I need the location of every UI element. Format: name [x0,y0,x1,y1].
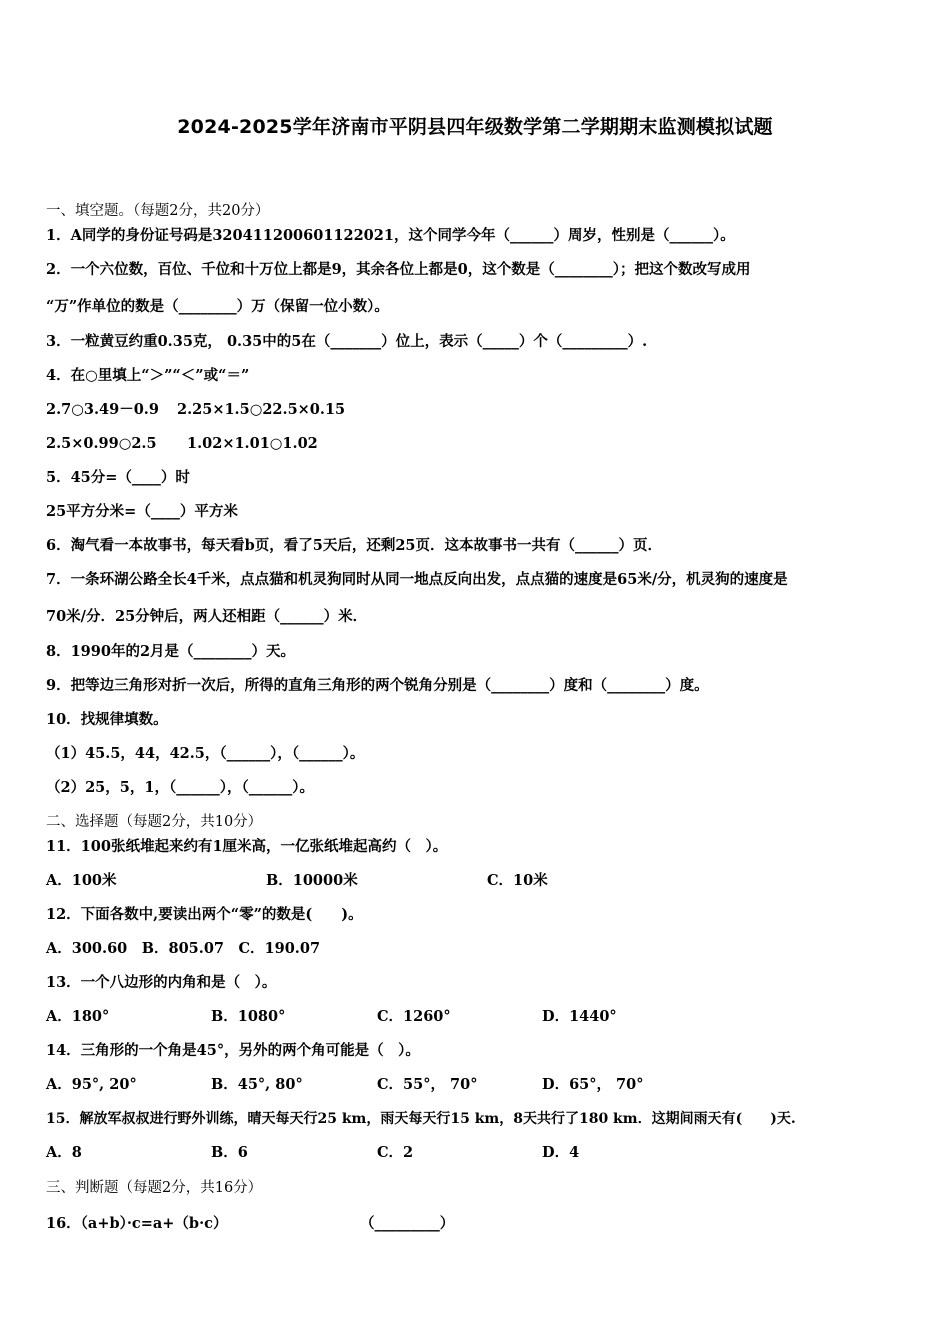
question-13-options [46,1007,896,1027]
option-a: A．95°, 20° [46,1076,137,1093]
question-10-part-2: （2）25，5，1，（______），（______）。 [46,779,314,796]
question-3: 3．一粒黄豆约重0.35克， 0.35中的5在（_______）位上，表示（_____）个（_________）. [46,333,648,350]
question-13: 13．一个八边形的内角和是（ ）。 [46,974,277,991]
option-c: C．1260° [377,1008,451,1025]
question-12-options: A．300.60 B．805.07 C．190.07 [46,940,321,957]
question-16-text: 16．（a+b）·c=a+（b·c） [46,1215,228,1232]
page-title: 2024-2025学年济南市平阴县四年级数学第二学期期末监测模拟试题 [177,116,773,138]
option-a: A．8 [46,1144,82,1161]
question-2-line-2: “万”作单位的数是（________）万（保留一位小数）。 [46,298,389,315]
question-4-row-2 [46,434,318,454]
option-a: A．100米 [46,872,117,889]
section-heading-judge: 三、判断题（每题2分，共16分） [46,1180,263,1196]
question-2-line-1: 2．一个六位数，百位、千位和十万位上都是9，其余各位上都是0，这个数是（________）；把这个数改写成用 [46,261,751,278]
question-10-part-1: （1）45.5，44，42.5，（______），（______）。 [46,745,365,762]
answer-blank: （_________） [360,1215,455,1232]
option-c: C．2 [377,1144,414,1161]
question-7-line-2: 70米/分．25分钟后，两人还相距（______）米． [46,608,368,625]
question-5-line-1: 5．45分=（____）时 [46,469,190,486]
question-16 [46,1214,896,1234]
option-c: C．55°， 70° [377,1076,478,1093]
question-9: 9．把等边三角形对折一次后，所得的直角三角形的两个锐角分别是（________）度和（________）度。 [46,677,709,694]
question-4: 4．在○里填上“＞”“＜”或“＝” [46,367,250,384]
question-8: 8．1990年的2月是（________）天。 [46,643,296,660]
option-d: D．1440° [542,1008,617,1025]
question-15-options [46,1143,896,1163]
question-12: 12．下面各数中,要读出两个“零”的数是( )。 [46,906,363,923]
question-14: 14．三角形的一个角是45°，另外的两个角可能是（ ）。 [46,1042,420,1059]
option-b: B．45°, 80° [211,1076,303,1093]
option-d: D．65°， 70° [542,1076,644,1093]
question-15: 15．解放军叔叔进行野外训练，晴天每天行25 km，雨天每天行15 km，8天共行了180 km．这期间雨天有( )天. [46,1111,796,1127]
question-14-options [46,1075,896,1095]
option-b: B．1080° [211,1008,286,1025]
question-6: 6．淘气看一本故事书，每天看b页，看了5天后，还剩25页．这本故事书一共有（______）页． [46,537,662,554]
compare-item: 2.7○3.49－0.9 [46,401,159,418]
option-d: D．4 [542,1144,580,1161]
question-7-line-1: 7．一条环湖公路全长4千米，点点猫和机灵狗同时从同一地点反向出发，点点猫的速度是65米/分，机灵狗的速度是 [46,571,788,588]
question-1: 1．A同学的身份证号码是320411200601122021，这个同学今年（______）周岁，性别是（______）。 [46,227,735,244]
section-heading-fill-blank: 一、填空题。（每题2分，共20分） [46,203,270,219]
option-b: B．10000米 [266,872,358,889]
option-a: A．180° [46,1008,110,1025]
option-c: C．10米 [487,872,548,889]
compare-item: 2.25×1.5○22.5×0.15 [177,401,346,418]
question-11: 11．100张纸堆起来约有1厘米高，一亿张纸堆起高约（ ）。 [46,838,448,855]
question-5-line-2: 25平方分米=（____）平方米 [46,503,238,520]
question-11-options [46,871,896,891]
compare-item: 2.5×0.99○2.5 [46,435,157,452]
question-10: 10．找规律填数。 [46,711,168,728]
question-4-row-1 [46,400,346,420]
option-b: B．6 [211,1144,248,1161]
compare-item: 1.02×1.01○1.02 [187,435,318,452]
section-heading-choice: 二、选择题（每题2分，共10分） [46,814,263,830]
